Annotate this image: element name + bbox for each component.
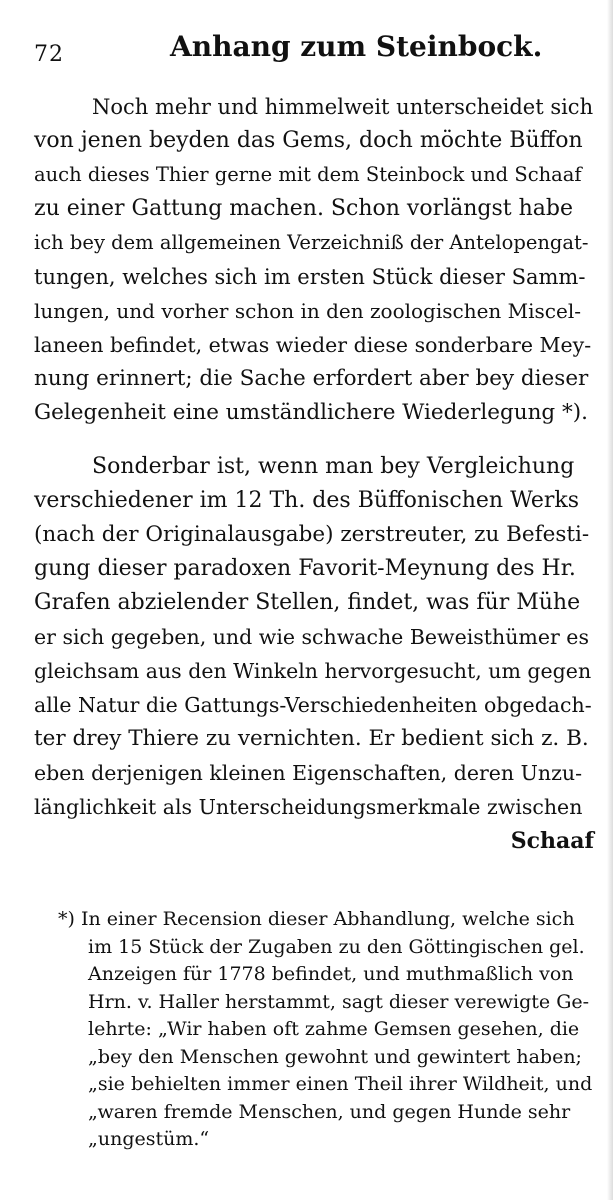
paragraph-1 bbox=[34, 90, 594, 430]
text-line: alle Natur die Gattungs-Verschiedenheiten obgedach- bbox=[34, 693, 592, 717]
footnote-line: „sie behielten immer einen Theil ihrer Wildheit, und bbox=[88, 1073, 593, 1095]
footnote-line: „bey den Menschen gewohnt und gewintert haben; bbox=[88, 1045, 582, 1068]
footnote-line: „ungestüm.“ bbox=[88, 1128, 210, 1150]
footnote-line: lehrte: „Wir haben oft zahme Gemsen gesehen, die bbox=[88, 1018, 580, 1040]
footnote-line: Anzeigen für 1778 befindet, und muthmaßlich von bbox=[88, 963, 574, 985]
text-line: ter drey Thiere zu vernichten. Er bedient sich z. B. bbox=[34, 726, 589, 751]
footnote-line: *) In einer Recension dieser Abhandlung, welche sich bbox=[58, 908, 575, 930]
text-line: nung erinnert; die Sache erfordert aber bey dieser bbox=[34, 366, 589, 391]
text-line: laneen befindet, etwas wieder diese sonderbare Mey- bbox=[34, 333, 592, 357]
paragraph-2 bbox=[34, 450, 594, 858]
footnote bbox=[58, 906, 593, 1154]
footnote-line: Hrn. v. Haller herstammt, sagt dieser verewigte Ge- bbox=[88, 990, 590, 1013]
text-line: (nach der Originalausgabe) zerstreuter, zu Befesti- bbox=[34, 522, 590, 547]
running-head: Anhang zum Steinbock. bbox=[170, 30, 543, 63]
page-edge-shadow bbox=[607, 0, 613, 1200]
footnote-line: „waren fremde Menschen, und gegen Hunde sehr bbox=[88, 1100, 571, 1123]
text-line: Grafen abzielender Stellen, findet, was für Mühe bbox=[34, 590, 581, 615]
text-line: tungen, welches sich im ersten Stück dieser Samm- bbox=[34, 265, 586, 289]
text-line: von jenen beyden das Gems, doch möchte Büffon bbox=[34, 128, 583, 153]
text-line: Sonderbar ist, wenn man bey Vergleichung bbox=[92, 454, 575, 479]
text-line: auch dieses Thier gerne mit dem Steinbock und Schaaf bbox=[34, 163, 582, 186]
text-line: Gelegenheit eine umständlichere Wiederlegung *). bbox=[34, 400, 589, 425]
catchword: Schaaf bbox=[510, 828, 594, 854]
text-line: ich bey dem allgemeinen Verzeichniß der Antelopengat- bbox=[34, 231, 589, 254]
text-line: lungen, und vorher schon in den zoologischen Miscel- bbox=[34, 299, 581, 323]
text-line: zu einer Gattung machen. Schon vorlängst habe bbox=[34, 196, 574, 221]
text-line: länglichkeit als Unterscheidungsmerkmale zwischen bbox=[34, 795, 583, 819]
footnote-line: im 15 Stück der Zugaben zu den Göttingischen gel. bbox=[88, 935, 585, 958]
text-line: gleichsam aus den Winkeln hervorgesucht, um gegen bbox=[34, 659, 592, 683]
text-line: gung dieser paradoxen Favorit-Meynung des Hr. bbox=[34, 556, 576, 581]
text-line: er sich gegeben, und wie schwache Beweisthümer es bbox=[34, 625, 589, 649]
text-line: Noch mehr und himmelweit unterscheidet sich bbox=[92, 95, 594, 119]
text-line: eben derjenigen kleinen Eigenschaften, deren Unzu- bbox=[34, 761, 583, 785]
text-line: verschiedener im 12 Th. des Büffonischen Werks bbox=[34, 488, 580, 513]
page-number: 72 bbox=[34, 42, 64, 67]
